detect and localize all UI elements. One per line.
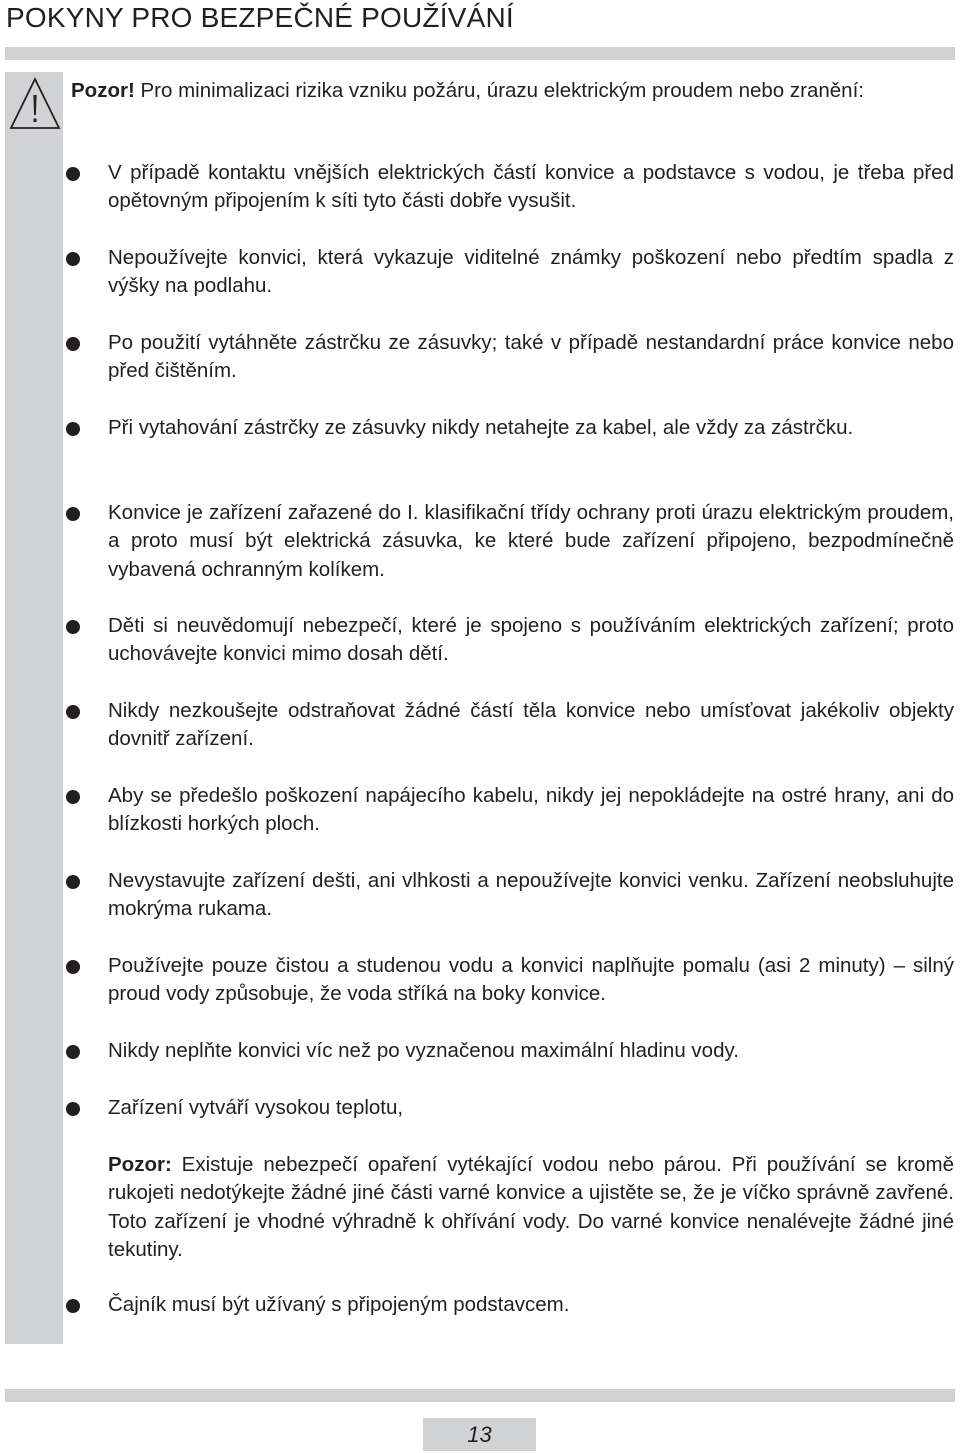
bottom-divider	[5, 1389, 955, 1402]
bullet-icon	[66, 1299, 80, 1313]
list-item-text: Nikdy neplňte konvici víc než po vyznačenou maximální hladinu vody.	[108, 1039, 739, 1062]
warning-side-bar	[5, 72, 63, 1344]
page-number: 13	[423, 1418, 536, 1451]
list-item-text: Čajník musí být užívaný s připojeným podstavcem.	[108, 1293, 570, 1316]
page-title: POKYNY PRO BEZPEČNÉ POUŽÍVÁNÍ	[6, 2, 514, 33]
bullet-icon	[66, 620, 80, 634]
list-item-text: Po použití vytáhněte zástrčku ze zásuvky; také v případě nestandardní práce konvice nebo před čištěním.	[108, 331, 954, 383]
list-item-text: Nepoužívejte konvici, která vykazuje viditelné známky poškození nebo předtím spadla z výšky na podlahu.	[108, 246, 954, 298]
bullet-icon	[66, 167, 80, 181]
bullet-icon	[66, 790, 80, 804]
list-item-text: Používejte pouze čistou a studenou vodu a konvici naplňujte pomalu (asi 2 minuty) – silný proud vody způsobuje, že voda stříká na boky konvice.	[108, 954, 954, 1006]
bullet-icon	[66, 1102, 80, 1116]
warning-heading	[71, 77, 956, 105]
top-divider	[5, 47, 955, 60]
list-item-text: Při vytahování zástrčky ze zásuvky nikdy netahejte za kabel, ale vždy za zástrčku.	[108, 416, 854, 439]
caution-label: Pozor:	[108, 1153, 172, 1176]
bullet-icon	[66, 422, 80, 436]
list-item-text: Nevystavujte zařízení dešti, ani vlhkosti a nepoužívejte konvici venku. Zařízení neobsluhujte mokrýma rukama.	[108, 869, 954, 921]
bullet-icon	[66, 337, 80, 351]
list-item-text: Konvice je zařízení zařazené do I. klasifikační třídy ochrany proti úrazu elektrickým proudem, a proto musí být elektrická zásuvka, ke které bude zařízení připojeno, bezpodmínečně vybavená ochranným kolíkem.	[108, 501, 954, 581]
warning-text: Pro minimalizaci rizika vzniku požáru, úrazu elektrickým proudem nebo zranění:	[134, 79, 864, 102]
bullet-icon	[66, 705, 80, 719]
bullet-icon	[66, 875, 80, 889]
list-item-text: V případě kontaktu vnějších elektrických částí konvice a podstavce s vodou, je třeba před opětovným připojením k síti tyto části dobře vysušit.	[108, 161, 954, 213]
warning-lead: Pozor!	[71, 79, 135, 102]
list-item-text: Zařízení vytváří vysokou teplotu,	[108, 1096, 404, 1119]
caution-note	[108, 1151, 954, 1265]
bullet-icon	[66, 252, 80, 266]
list-item-text: Aby se předešlo poškození napájecího kabelu, nikdy jej nepokládejte na ostré hrany, ani do blízkosti horkých ploch.	[108, 784, 954, 836]
list-item-text: Nikdy nezkoušejte odstraňovat žádné částí těla konvice nebo umísťovat jakékoliv objekty dovnitř zařízení.	[108, 699, 954, 751]
caution-text: Existuje nebezpečí opaření vytékající vodou nebo párou. Při používání se kromě rukojeti nedotýkejte žádné jiné části varné konvice a ujistěte se, že je víčko správně zavřené. Toto zařízení je vhodné výhradně k ohřívání vody. Do varné konvice nenalévejte žádné jiné tekutiny.	[108, 1153, 954, 1262]
warning-triangle-icon	[8, 76, 62, 132]
bullet-icon	[66, 1045, 80, 1059]
list-item-text: Děti si neuvědomují nebezpečí, které je spojeno s používáním elektrických zařízení; proto uchovávejte konvici mimo dosah dětí.	[108, 614, 954, 666]
bullet-icon	[66, 960, 80, 974]
bullet-icon	[66, 507, 80, 521]
